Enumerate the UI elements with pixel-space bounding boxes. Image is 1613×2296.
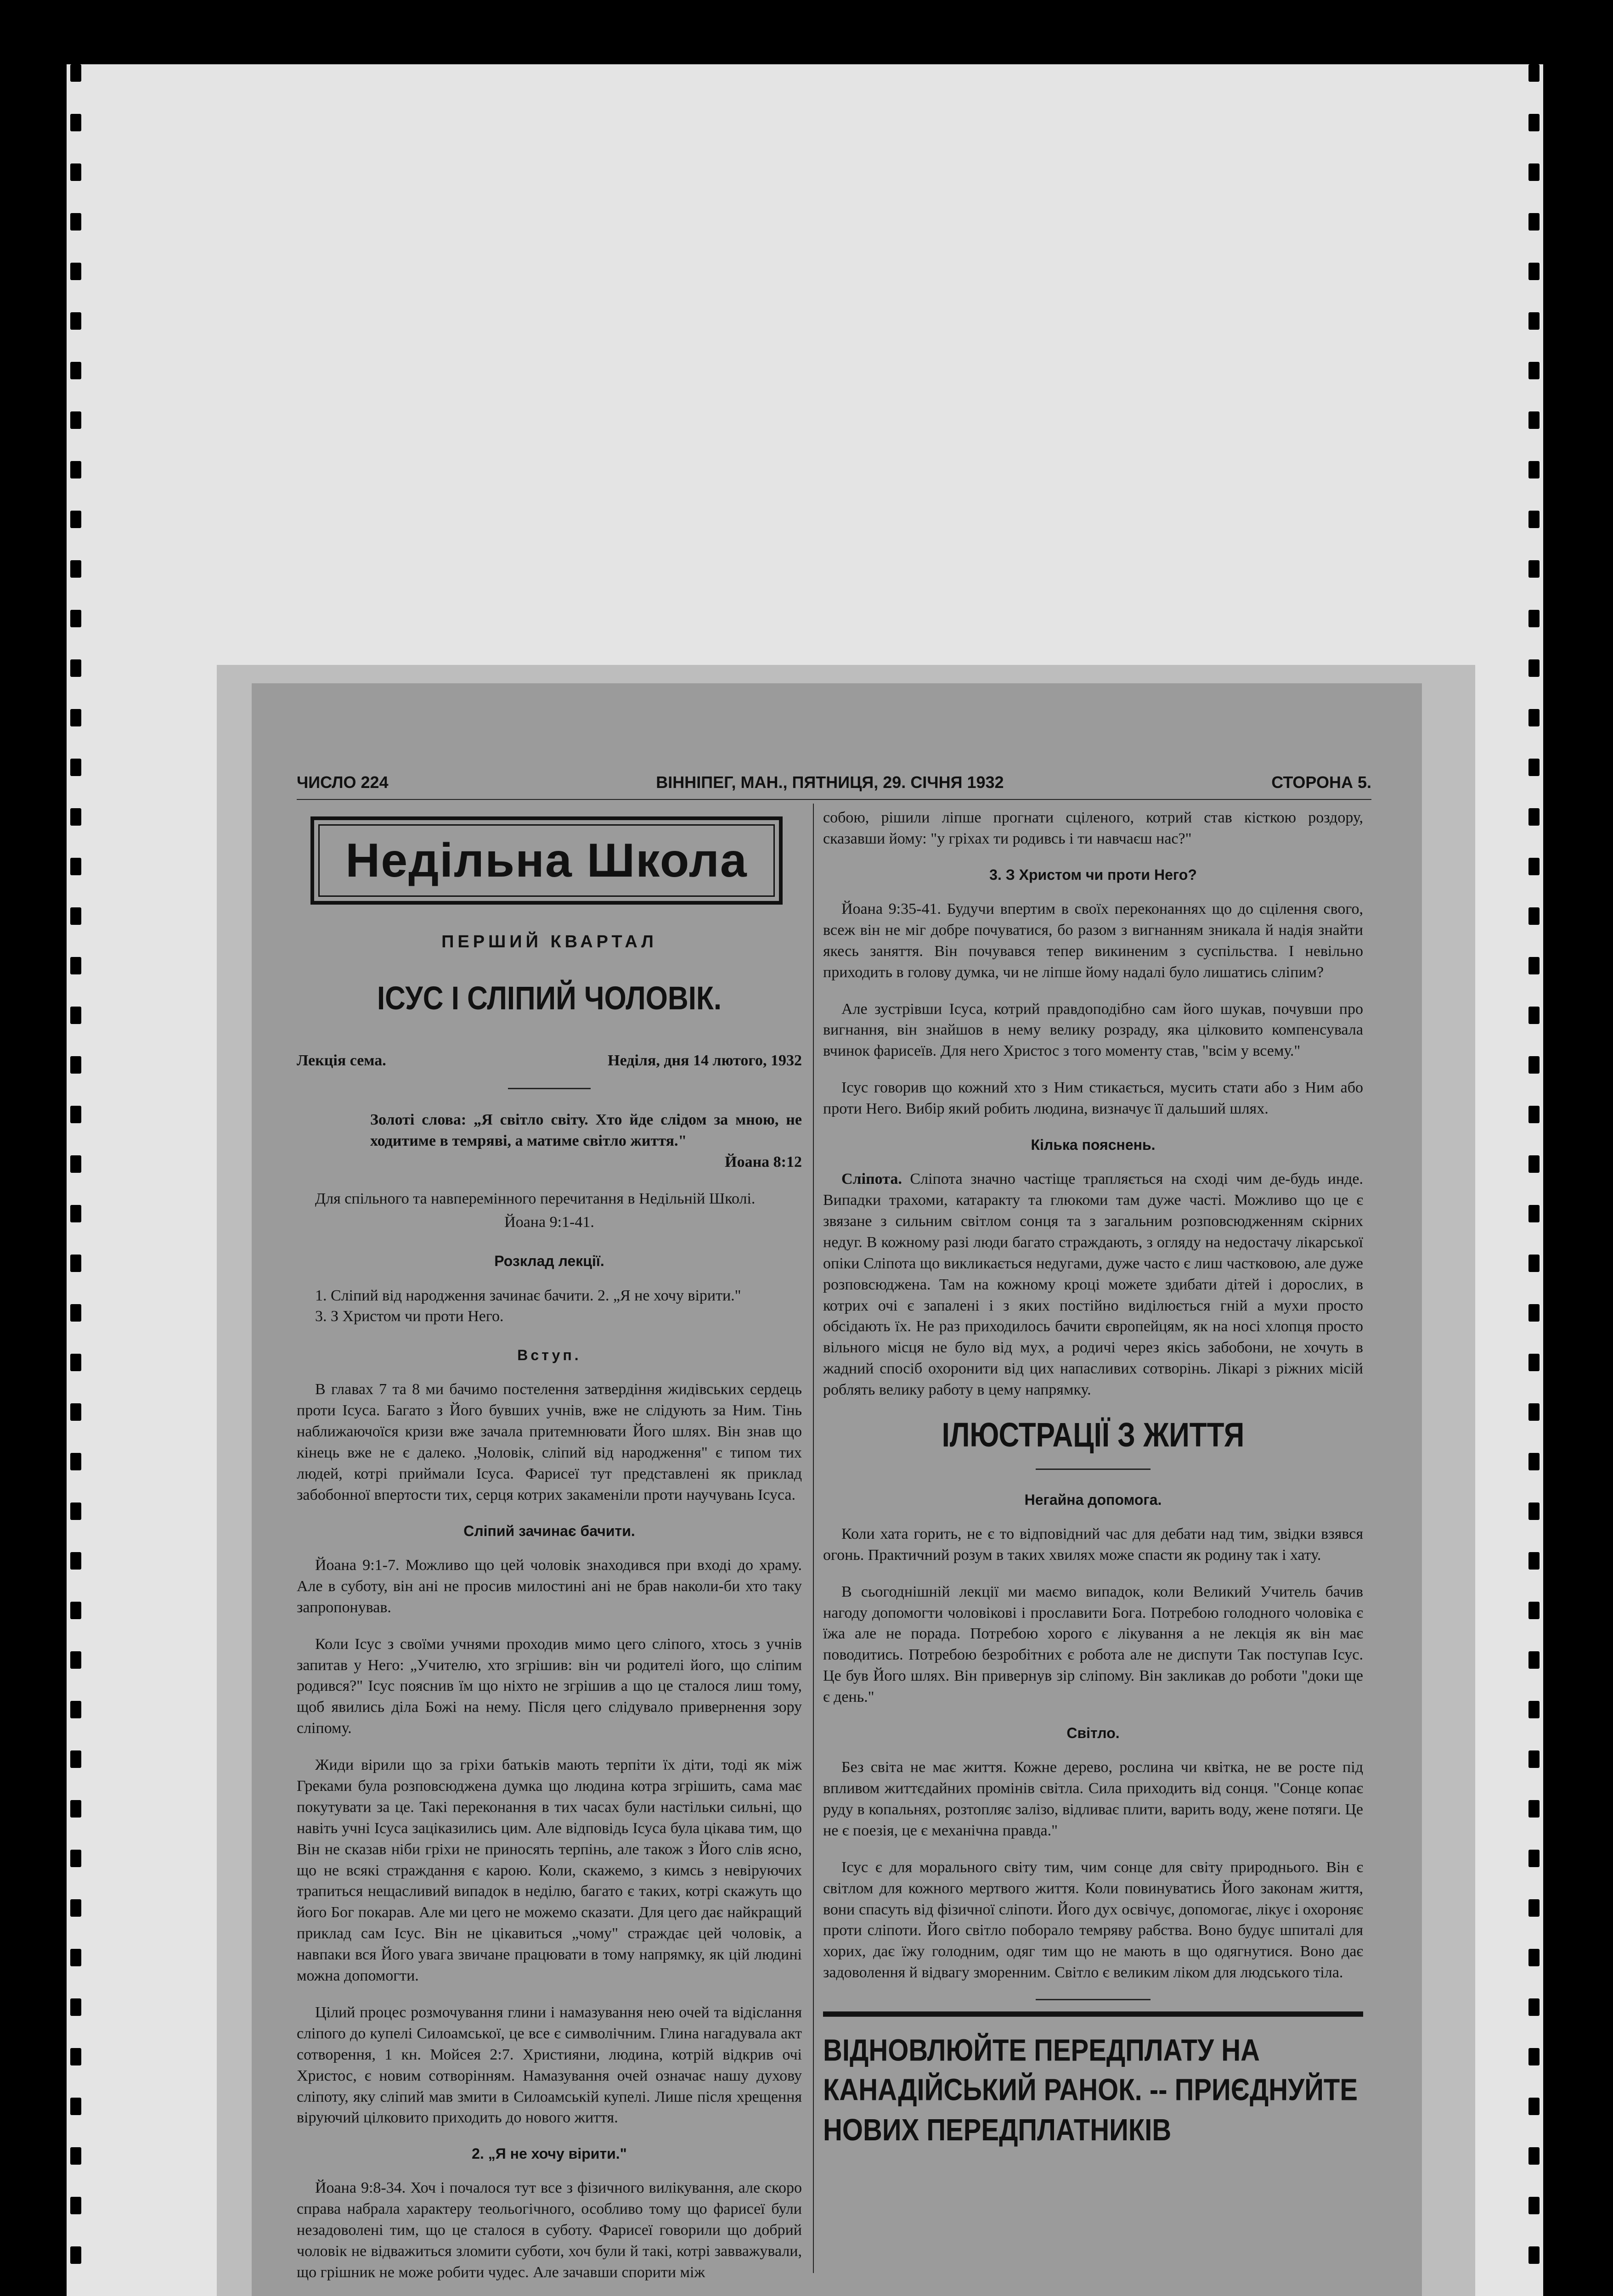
short-rule xyxy=(508,1088,591,1089)
section3-heading: 3. З Христом чи проти Него? xyxy=(989,866,1197,883)
section1-paragraph: Коли Ісус з своїми учнями проходив мимо цего сліпого, хтось з учнів запитав у Него: „Учителю, хто згрішив: він чи родителі його, що сліпим родився?" Ісус пояснив їм що ніхто не згрішив а що це сталося лиш тому, щоб явились діла Божі на нему. Після цего слідувало привернення зору сліпому. xyxy=(297,1635,802,1737)
intro-paragraph: В главах 7 та 8 ми бачимо постелення затвердіння жидівських сердець проти Ісуса. Багато з Його бувших учнів, вже не слідують за Ним. Тінь наближаючоїся кризи вже зачала притемнювати Його шлях. Він знав що кінець вже не є далеко. „Чоловік, сліпий від народження" є типом тих людей, котрі приймали Ісуса. Фарисеї тут представлені як приклад забобонної впертости тих, серця котрих закаменіли проти научувань Ісуса. xyxy=(297,1381,802,1503)
film-perforations-left xyxy=(70,64,81,2296)
notes-term: Сліпота. xyxy=(841,1171,902,1188)
continued-paragraph: собою, рішили ліпше прогнати сціленого, котрий став кісткою роздору, сказавши йому: "у гріхах ти родивсь і ти навчаєш нас?" xyxy=(823,809,1363,847)
golden-words: Золоті слова: „Я світло світу. Хто йде слідом за мною, не ходитиме в темряві, а матиме світло життя." xyxy=(370,1111,802,1149)
section3-paragraph: Ісус говорив що кожний хто з Ним стикається, мусить стати або з Ним або проти Него. Вибір який робить людина, визначує її дальший шлях. xyxy=(823,1079,1363,1118)
section1-paragraph: Жиди вірили що за гріхи батьків мають терпіти їх діти, тоді як між Греками була розповсюджена думка що людина котра згрішить, сама має покутувати за це. Такі переконання в тих часах були настільки сильні, що навіть учні Ісуса заціказились цим. Але відповідь Ісуса була цікава тим, що Він не сказав ніби гріхи не приносять терпінь, але також з Його слів ясно, що не всякі страждання є карою. Коли, скажемо, з кимсь з невіруючих трапиться нещасливий випадок в неділю, багато є таких, котрі скажуть що його Бог покарав. Але ми цего не можемо сказати. Для цего дає найкращий приклад сам Ісус. Він не цікавиться „чому" страждає цей чоловік, а навпаки вся Його увага звичане працювати в тому напрямку, як цій людині можна допомогти. xyxy=(297,1756,802,1985)
plan-heading: Розклад лекції. xyxy=(494,1253,604,1270)
section1-paragraph: Йоана 9:1-7. Можливо що цей чоловік знаходився при вході до храму. Але в суботу, він ані не просив милостині ані не брав наколи-би хто таку запропонував. xyxy=(297,1557,802,1616)
right-column xyxy=(823,807,1364,2147)
lesson-plan xyxy=(297,1285,802,1328)
subscription-banner: ВІДНОВЛЮЙТЕ ПЕРЕДПЛАТУ НА КАНАДІЙСЬКИЙ РАНОК. -- ПРИЄДНУЙТЕ НОВИХ ПЕРЕДПЛАТНИКІВ xyxy=(823,2011,1363,2150)
notes-text: Сліпота значно частіще трапляється на сході чим де-будь инде. Випадки трахоми, катаракту та глюкоми там дуже часті. Можливо що це є звязане з сильним світлом сонця та з загальним розповсюдженням скірних недуг. В кожному разі люди багато страждають, з огляду на недостачу лікарської опіки Сліпота що викликається недугами, дуже часто є лиш частковою, але дуже розповсюджена. Там на кожному кроці можете здибати дітей і дорослих, в котрих очі є запалені і з яких постійно виділюється гній а мухи просто обсідають їх. Не раз приходилось бачити європейцям, як на носі хлопця просто вільного місця не було від мух, а родичі через якісь забобони, не хочуть в жадний спосіб охоронити від цих напасливих сотворінь. Лікарі з ріжних місій роблять велику работу в цему напрямку. xyxy=(823,1171,1364,1399)
section3-paragraph: Йоана 9:35-41. Будучи впертим в своїх переконаннях що до сцілення свого, всеж він не міг добре почуватися, бо разом з вигнанням зникала й надія знайти якесь заняття. Він почувався тепер викиненим з суспільства. І невільно приходить в голову думка, чи не ліпше йому надалі було лишатись сліпим? xyxy=(823,900,1363,981)
header-rule xyxy=(297,799,1371,800)
masthead: Недільна Школа xyxy=(310,816,783,905)
plan-item-1: 1. Сліпий від народження зачинає бачити. 2. „Я не хочу вірити." xyxy=(315,1287,741,1304)
notes-heading: Кілька пояснень. xyxy=(1031,1136,1156,1153)
section2-heading: 2. „Я не хочу вірити." xyxy=(472,2145,627,2162)
notes-paragraph xyxy=(823,1169,1363,1401)
reading-note: Для спільного та навперемінного перечитання в Недільній Школі. xyxy=(315,1190,756,1207)
newspaper-page xyxy=(252,683,1422,2296)
issue-number: ЧИСЛО 224 xyxy=(297,773,389,792)
lesson-line xyxy=(297,1050,802,1071)
section1-heading: Сліпий зачинає бачити. xyxy=(463,1522,635,1539)
intro-heading: Вступ. xyxy=(517,1347,581,1364)
section3-paragraph: Але зустрівши Ісуса, котрий правдоподібно сам його шукав, почувши про вигнання, він знайшов в нему велику розраду, яка цілковито компенсувала вчинок фарисеїв. Для него Христос з того моменту став, "всім у всему." xyxy=(823,1000,1363,1060)
golden-text xyxy=(297,1109,802,1173)
light-paragraph: Ісус є для морального світу тим, чим сонце для світу природнього. Він є світлом для кожного мертвого життя. Коли повинуватись Його законам життя, вони спасуть від фізичної сліпоти. Його дух освічує, допомогає, лікує і охороняє проти сліпоти. Його світло поборало темряву рабства. Воно будує шпиталі для хорих, дає їжу голодним, одяг тим що не мають в що одягнутися. Воно дає задоволення й відвагу зморенним. Світло є великим ліком для людського тіла. xyxy=(823,1858,1363,1981)
plan-item-2: 3. З Христом чи проти Него. xyxy=(315,1308,504,1325)
reading-ref: Йоана 9:1-41. xyxy=(504,1214,594,1231)
section1-paragraph: Цілий процес розмочування глини і намазування нею очей та відіслання сліпого до купелі Силоамської, це все є символічним. Глина нагадувала акт сотворення, 1 кн. Мойсея 2:7. Християни, людина, котрій відкрив очі Христос, є новим сотворінням. Намазування очей означає нашу духову сліпоту, яку сліпий мав змити в Силоамській купелі. Лише після хрещення віруючий цілковито приходить до нового життя. xyxy=(297,2003,802,2127)
illustrations-heading: ІЛЮСТРАЦІЇ З ЖИТТЯ xyxy=(942,1416,1245,1454)
golden-ref: Йоана 8:12 xyxy=(725,1153,802,1171)
short-rule xyxy=(1036,1469,1151,1470)
light-heading: Світло. xyxy=(1066,1724,1120,1741)
help-heading: Негайна допомога. xyxy=(1024,1491,1162,1508)
help-paragraph: Коли хата горить, не є то відповідний час для дебати над тим, звідки взявся огонь. Практичний розум в таких хвилях може спасти як родину так і хату. xyxy=(823,1525,1363,1564)
dateline: ВІННІПЕГ, МАН., ПЯТНИЦЯ, 29. СІЧНЯ 1932 xyxy=(656,773,1004,792)
lesson-title: ІСУС І СЛІПИЙ ЧОЛОВІК. xyxy=(377,980,722,1017)
light-paragraph: Без світа не має життя. Кожне дерево, рослина чи квітка, не ве росте під впливом життєдайних промінів світла. Сила приходить від сонця. "Сонце копає руду в копальнях, розтопляє залізо, відливає плити, варить воду, жене потяги. Це не є поезія, це є механічна правда." xyxy=(823,1759,1363,1839)
short-rule xyxy=(1036,1999,1151,2000)
lesson-date: Неділя, дня 14 лютого, 1932 xyxy=(608,1052,802,1069)
page-header xyxy=(297,771,1371,794)
column-divider xyxy=(813,804,814,2273)
left-column xyxy=(297,816,802,2296)
quarter-label: ПЕРШИЙ КВАРТАЛ xyxy=(441,932,657,951)
section2-paragraph: Йоана 9:8-34. Хоч і почалося тут все з фізичного вилікування, але скоро справа набрала характеру теольогічного, особливо тому що фарисеї були незадоволені тим, що це сталося в суботу. Фарисеї говорили що добрий чоловік не відважиться зломити суботи, хоч були й такі, котрі завважували, що грішник не може робити чудес. Але зачавши спорити між xyxy=(297,2179,802,2281)
help-paragraph: В сьогоднішній лекції ми маємо випадок, коли Великий Учитель бачив нагоду допомогти чоловікові і прославити Бога. Потребою голодного чоловіка є їжа але не порада. Потребою хорого є лікування а не лекція як він має поводитись. Потребою безробітних є робота але не диспути Так поступав Ісус. Це був Його шлях. Він привернув зір сліпому. Він закликав до роботи "доки ще є день." xyxy=(823,1583,1363,1706)
lesson-number: Лекція сема. xyxy=(297,1052,386,1069)
film-perforations-right xyxy=(1528,64,1540,2296)
page-number: СТОРОНА 5. xyxy=(1271,773,1371,792)
